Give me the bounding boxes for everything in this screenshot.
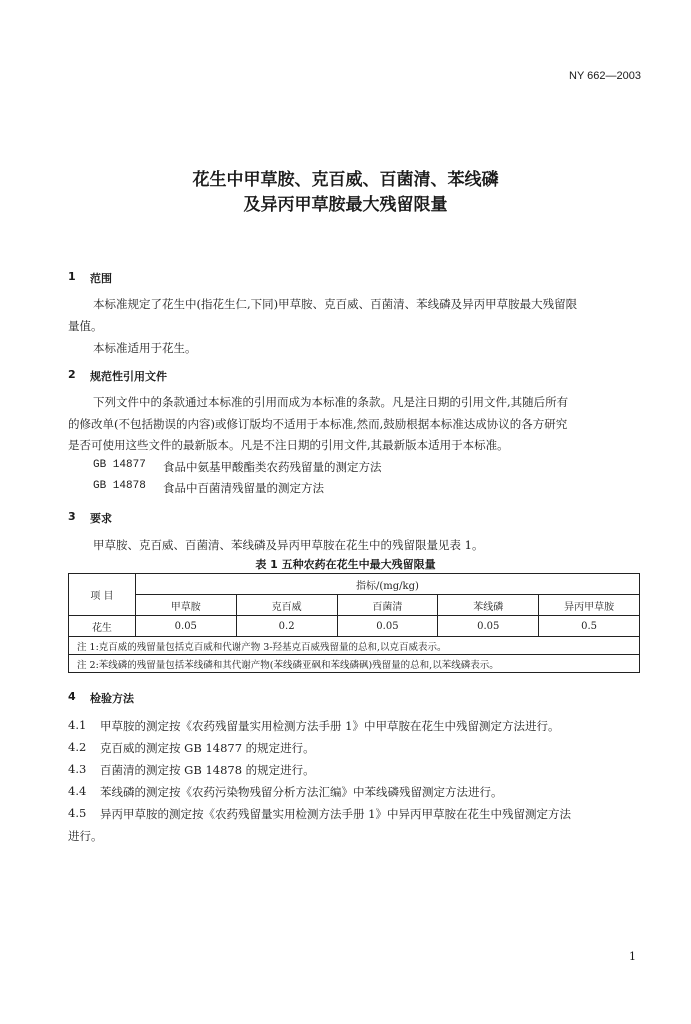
section-title: 范围 — [90, 272, 112, 285]
document-title-line-2: 及异丙甲草胺最大残留限量 — [243, 195, 448, 215]
page-number: 1 — [629, 950, 636, 963]
section-number: 3 — [68, 510, 76, 523]
table-row-label: 花生 — [69, 616, 136, 637]
table-cell: 0.2 — [236, 616, 337, 637]
paragraph-text: 甲草胺、克百威、百菌清、苯线磷及异丙甲草胺在花生中的残留限量见表 1。 — [93, 538, 484, 552]
clause-number: 4.2 — [68, 740, 87, 754]
clause-number: 4.1 — [68, 718, 87, 732]
paragraph-text: 是否可使用这些文件的最新版本。凡是不注日期的引用文件,其最新版本适用于本标准。 — [68, 438, 509, 452]
standard-code: NY 662—2003 — [569, 70, 641, 82]
clause-number: 4.4 — [68, 784, 87, 798]
document-title-line-1: 花生中甲草胺、克百威、百菌清、苯线磷 — [192, 170, 499, 190]
section-number: 1 — [68, 270, 76, 283]
table-cell: 0.05 — [337, 616, 438, 637]
table-column-header: 苯线磷 — [438, 595, 539, 616]
clause-text: 百菌清的测定按 GB 14878 的规定进行。 — [100, 763, 315, 777]
table-cell: 0.05 — [135, 616, 236, 637]
table-header-unit: 指标/(mg/kg) — [135, 574, 639, 595]
clause-text: 异丙甲草胺的测定按《农药残留量实用检测方法手册 1》中异丙甲草胺在花生中残留测定方法 — [100, 807, 571, 821]
table-cell: 0.5 — [539, 616, 640, 637]
paragraph-text: 的修改单(不包括勘误的内容)或修订版均不适用于本标准,然而,鼓励根据本标准达成协议的各方研究 — [68, 417, 568, 431]
table-header-item: 项 目 — [69, 574, 136, 616]
clause-text: 克百威的测定按 GB 14877 的规定进行。 — [100, 741, 315, 755]
section-title: 要求 — [90, 512, 112, 525]
paragraph-text: 本标准规定了花生中(指花生仁,下同)甲草胺、克百威、百菌清、苯线磷及异丙甲草胺最大残留限 — [93, 297, 578, 311]
clause-number: 4.5 — [68, 806, 87, 820]
table-cell: 0.05 — [438, 616, 539, 637]
reference-code: GB 14878 — [93, 480, 146, 492]
clause-number: 4.3 — [68, 762, 87, 776]
table-note: 注 2:苯线磷的残留量包括苯线磷和其代谢产物(苯线磷亚砜和苯线磷砜)残留量的总和,以苯线磷表示。 — [69, 655, 640, 673]
table-column-header: 异丙甲草胺 — [539, 595, 640, 616]
table-column-header: 百菌清 — [337, 595, 438, 616]
residue-limit-table — [68, 573, 640, 673]
reference-title: 食品中氨基甲酸酯类农药残留量的测定方法 — [163, 460, 382, 474]
clause-text: 苯线磷的测定按《农药污染物残留分析方法汇编》中苯线磷残留测定方法进行。 — [100, 785, 503, 799]
section-number: 2 — [68, 368, 76, 381]
table-column-header: 克百威 — [236, 595, 337, 616]
table-column-header: 甲草胺 — [135, 595, 236, 616]
table-row — [69, 616, 640, 637]
clause-text: 甲草胺的测定按《农药残留量实用检测方法手册 1》中甲草胺在花生中残留测定方法进行。 — [100, 719, 560, 733]
section-number: 4 — [68, 690, 76, 703]
table-note: 注 1:克百威的残留量包括克百威和代谢产物 3-羟基克百威残留量的总和,以克百威表示。 — [69, 637, 640, 655]
section-title: 规范性引用文件 — [90, 370, 167, 383]
reference-title: 食品中百菌清残留量的测定方法 — [163, 481, 324, 495]
clause-text: 进行。 — [68, 829, 103, 843]
section-title: 检验方法 — [90, 692, 134, 705]
paragraph-text: 量值。 — [68, 319, 103, 333]
table-caption: 表 1 五种农药在花生中最大残留限量 — [255, 558, 436, 571]
paragraph-text: 本标准适用于花生。 — [93, 341, 197, 355]
reference-code: GB 14877 — [93, 459, 146, 471]
paragraph-text: 下列文件中的条款通过本标准的引用而成为本标准的条款。凡是注日期的引用文件,其随后所有 — [93, 395, 569, 409]
